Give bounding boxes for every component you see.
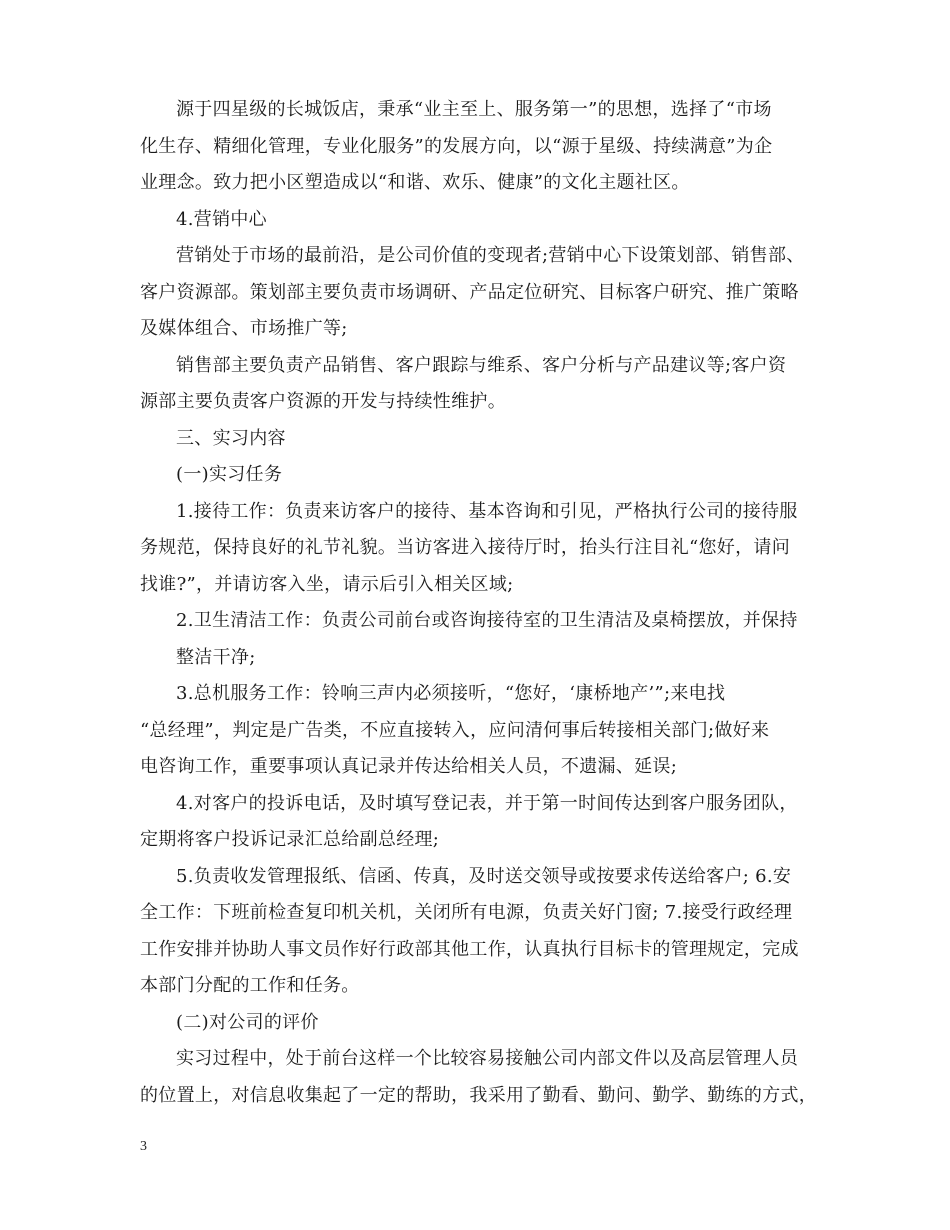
text-line: 1.接待工作：负责来访客户的接待、基本咨询和引见，严格执行公司的接待服	[176, 500, 798, 522]
text-line: 营销处于市场的最前沿，是公司价值的变现者;营销中心下设策划部、销售部、	[176, 245, 805, 266]
text-line: 三、实习内容	[176, 427, 286, 449]
text-line: 整洁干净;	[176, 646, 256, 668]
text-line: 3.总机服务工作：铃响三声内必须接听，“您好，‘康桥地产’”;来电找	[176, 683, 726, 704]
text-line: 源部主要负责客户资源的开发与持续性维护。	[140, 391, 506, 412]
text-line: 定期将客户投诉记录汇总给副总经理;	[140, 829, 440, 850]
text-line: 及媒体组合、市场推广等;	[140, 318, 348, 339]
text-line: 的位置上，对信息收集起了一定的帮助，我采用了勤看、勤问、勤学、勤练的方式，	[140, 1084, 818, 1106]
text-line: 务规范，保持良好的礼节礼貌。当访客进入接待厅时，抬头行注目礼“您好，请问	[140, 537, 790, 558]
text-line: 化生存、精细化管理，专业化服务”的发展方向，以“源于星级、持续满意”为企	[140, 135, 773, 157]
text-line: 5.负责收发管理报纸、信函、传真，及时送交领导或按要求传送给客户; 6.安	[176, 865, 792, 887]
text-line: 实习过程中，处于前台这样一个比较容易接触公司内部文件以及高层管理人员	[176, 1048, 799, 1069]
text-line: 电咨询工作，重要事项认真记录并传达给相关人员，不遗漏、延误;	[140, 756, 678, 777]
text-line: 4.营销中心	[176, 208, 267, 230]
text-line: 4.对客户的投诉电话，及时填写登记表，并于第一时间传达到客户服务团队，	[176, 792, 798, 814]
text-line: 找谁?”，并请访客入坐，请示后引入相关区域;	[140, 573, 514, 595]
text-line: “总经理”，判定是广告类，不应直接转入，应问清何事后转接相关部门;做好来	[140, 719, 770, 741]
text-line: 本部门分配的工作和任务。	[140, 975, 360, 996]
text-line: 客户资源部。策划部主要负责市场调研、产品定位研究、目标客户研究、推广策略	[140, 281, 799, 303]
text-line: 销售部主要负责产品销售、客户跟踪与维系、客户分析与产品建议等;客户资	[176, 354, 787, 376]
document-body	[140, 92, 818, 1114]
text-line: (一)实习任务	[176, 464, 283, 485]
text-line: 全工作：下班前检查复印机关机，关闭所有电源，负责关好门窗; 7.接受行政经理	[140, 902, 793, 923]
text-line: 源于四星级的长城饭店，秉承“业主至上、服务第一”的思想，选择了“市场	[176, 99, 772, 120]
text-line: 2.卫生清洁工作：负责公司前台或咨询接待室的卫生清洁及桌椅摆放，并保持	[176, 610, 798, 631]
page-number: 3	[140, 1139, 147, 1154]
text-line: 业理念。致力把小区塑造成以“和谐、欢乐、健康”的文化主题社区。	[140, 172, 690, 193]
text-line: 工作安排并协助人事文员作好行政部其他工作，认真执行目标卡的管理规定，完成	[140, 938, 799, 960]
text-line: (二)对公司的评价	[176, 1011, 319, 1033]
